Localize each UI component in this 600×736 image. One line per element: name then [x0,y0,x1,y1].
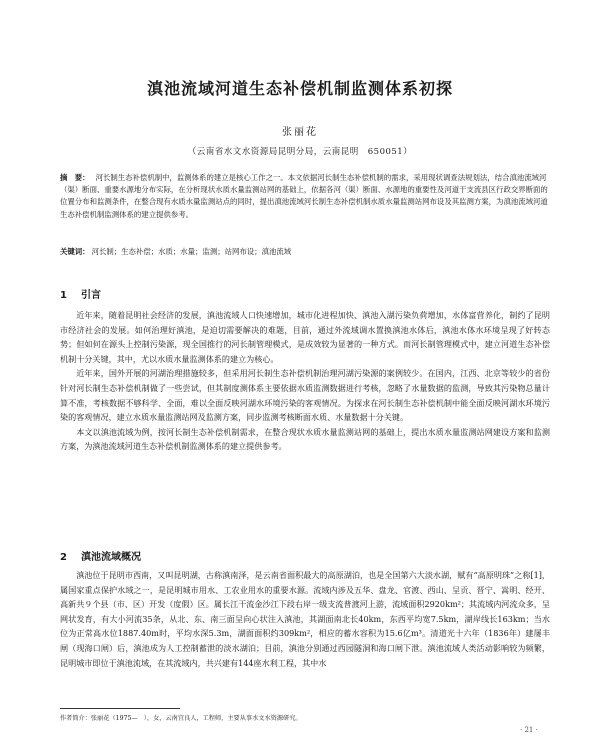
page-number: · 21 · [520,726,538,734]
section-title: 滇池流域概况 [80,552,141,563]
section-number: 1 [60,290,67,301]
author-affiliation: （云南省水文水资源局昆明分局，云南昆明 650051） [187,147,413,157]
abstract-label: 摘 要： [60,173,90,182]
paper-title: 滇池流域河道生态补偿机制监测体系初探 [146,79,453,98]
paragraph: 近年来，国外开展的河湖治理措施较多，但采用河长制生态补偿机制治理河湖污染源的案例较少。在国内，江西、北京等较少的省份针对河长制生态补偿机制做了一些尝试，但其制度测体系主要依据水质监测数据进行考核，忽略了水量数据的监测，导致其污染物总量计算不准，考核数据不够科学、全面，难以全面反映河湖水环境污染的客观情况。为探求在河长制生态补偿机制中能全面反映河湖水环境污染的客观情况，建立水质水量监测站网及监测方案，同步监测考核断面水质、水量数据十分关键。 [60,368,550,423]
footnote-divider [60,708,180,709]
section-title: 引言 [80,290,101,301]
paragraph: 近年来，随着昆明社会经济的发展，滇池流域人口快速增加，城市化进程加快、滇池入湖污染负荷增加，水体富营养化，制约了昆明市经济社会的发展。如何治理好滇池，是迫切需要解决的难题，目前，通过外流域调水置换滇池水体后，滇池水体水环境呈现了好转态势；但如何在源头上控制污染源，现全国推行的河长制管理模式，是成效较为显著的一种方式。而河长制管理模式中，建立河道生态补偿机制十分关键，其中，尤以水质水量监测体系的建立为核心。 [60,310,550,364]
author-footnote: 作者简介：张丽花（1975— ），女，云南宜良人，工程师，主要从事水文水资源研究。 [60,715,302,722]
section-number: 2 [60,552,67,563]
paragraph: 本文以滇池流域为例，按河长制生态补偿机制需求，在整合现状水质水量监测站网的基础上，提出水质水量监测站网建设方案和监测方案，为滇池流域河道生态补偿机制监测体系的建立提供参考。 [60,426,550,452]
author-name: 张丽花 [282,127,318,138]
section-heading-introduction [60,286,101,301]
abstract-block [60,172,550,221]
keywords-label: 关键词： [60,247,90,256]
keywords-block [60,246,550,258]
section-body-introduction [60,308,550,454]
abstract-text: 河长制生态补偿机制中，监测体系的建立是核心工作之一。本文依据河长制生态补偿机制的需求，采用现状调查法规划法，结合滇池流域河（渠）断面、重要水源地分布实际，在分析现状水质水量监测站网的基础上，依据各河（渠）断面、水源地的重要性及河道干支流县区行政交界断面的位置分布和监测条件，在整合现有水质水量监测站点的同时，提出滇池流域河长制生态补偿机制水质水量监测站网布设及其监测方案，为滇池流域河道生态补偿机制监测体系的建立提供参考。 [60,173,548,219]
section-body-overview [60,568,550,670]
keywords-text: 河长制；生态补偿；水质；水量；监测；站网布设；滇池流域 [91,247,292,256]
paragraph: 滇池位于昆明市西南，又叫昆明湖，古称滇南泽，是云南省面积最大的高原湖泊，也是全国第六大淡水湖，赋有“高原明珠”之称[1]，属国家重点保护水域之一，是昆明城市用水、工农业用水的重要水源。流域内涉及五华、盘龙、官渡、西山、呈贡、晋宁、嵩明、经开、高新共９个县（市、区）开发（度假）区。属长江干流金沙江下段右岸一级支流普渡河上游，流域面积2920km²；其流域内河流众多，呈网状发育，有大小河流35条，从北、东、南三面呈向心状注入滇池，其湖面南北长40km，东西平均宽7.5km，湖岸线长163km；当水位为正常高水位1887.40m时，平均水深5.3m，湖面面积约309km²，相应的蓄水容积为15.6亿m³。清道光十六年（1836年）建屡丰闸（现海口闸）后，滇池成为人工控制蓄泄的淡水湖泊；目前，滇池分别通过西园隧洞和海口闸下泄。滇池流域人类活动影响较为频繁，昆明城市即位于滇池流域，在其流域内，共兴建有144座水利工程，其中水 [60,570,550,668]
section-heading-overview [60,548,141,563]
